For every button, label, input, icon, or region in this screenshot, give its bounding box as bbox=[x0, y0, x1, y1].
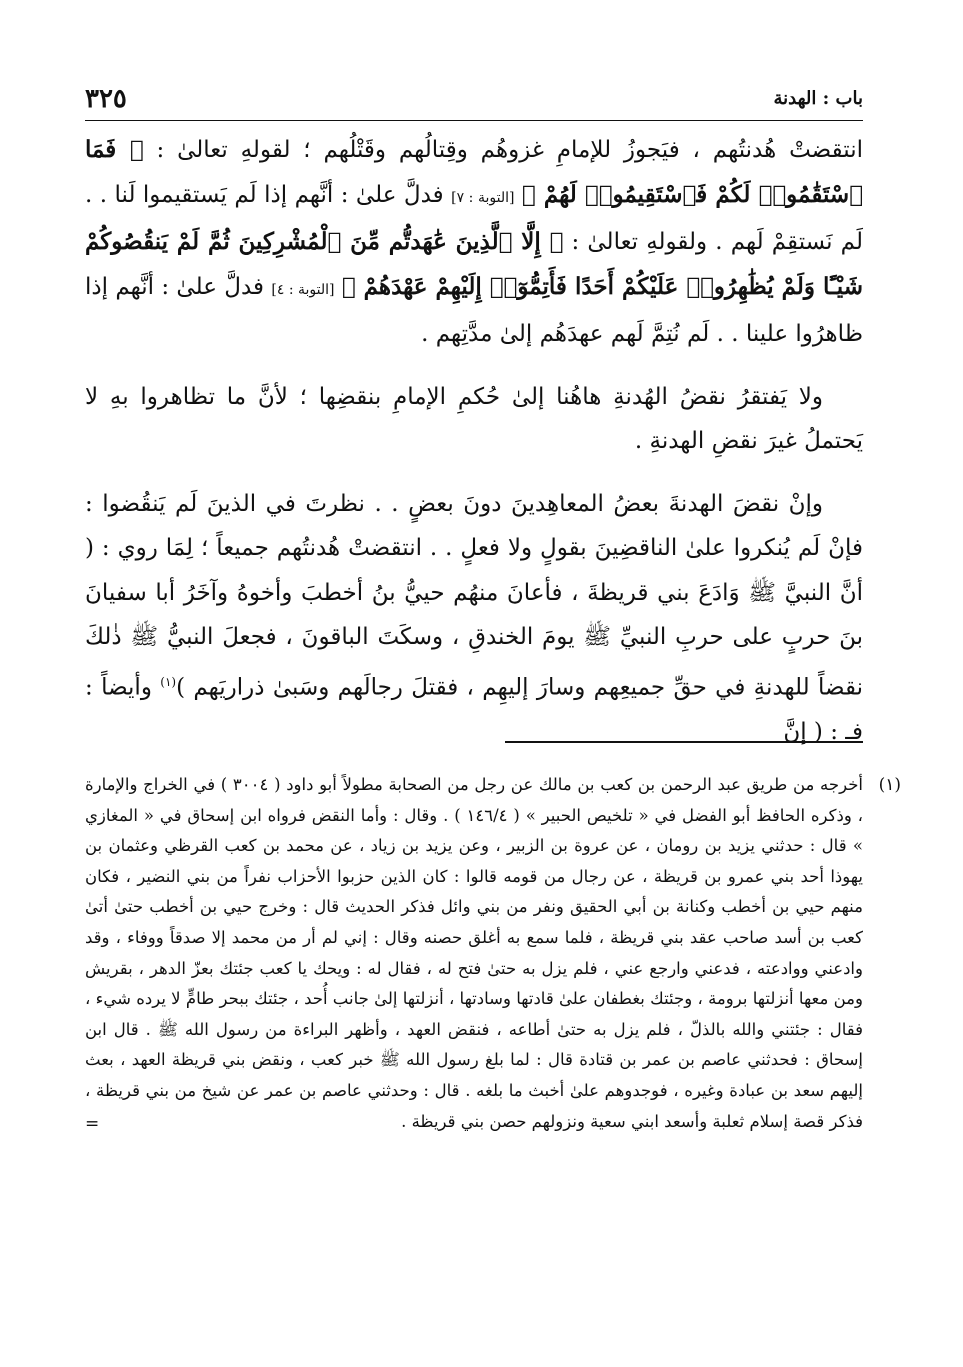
footnote-divider bbox=[505, 741, 863, 743]
paragraph-3-text-b: وأيضاً : فـ : ( إنَّ bbox=[85, 674, 863, 745]
chapter-title: باب : الهدنة bbox=[773, 88, 863, 109]
quran-verse-1: ﴿ فَمَا ٱسْتَقَٰمُوا۟ لَكُمْ فَٱسْتَقِيمُوا۟ لَهُمْ ﴾ bbox=[85, 136, 863, 208]
footnote-reference[interactable]: (١) bbox=[160, 674, 177, 689]
main-text bbox=[85, 128, 863, 754]
footnote bbox=[85, 770, 901, 1137]
page-header bbox=[85, 86, 863, 121]
verse-reference-1: [التوبة : ٧] bbox=[451, 189, 515, 206]
paragraph-1-text-a: انتقضتْ هُدنتُهم ، فيَجوزُ للإمامِ غزوهُم وقِتالُهم وقَتْلُهم ؛ لقولهِ تعالىٰ : bbox=[156, 137, 863, 163]
paragraph-2: ولا يَفتقرُ نقضُ الهُدنةِ هاهُنا إلىٰ حُكمِ الإمامِ بنقضِها ؛ لأنَّ ما تظاهروا بهِ لا يَحتملُ غيرَ نقضِ الهدنةِ . bbox=[85, 383, 863, 454]
footnote-number: (١) bbox=[878, 775, 901, 795]
paragraph-3-text-a: وإنْ نقضَ الهدنةَ بعضُ المعاهِدينَ دونَ بعضٍ . . نظرتَ في الذينَ لَم يَنقُضوا : فإنْ لَم يُنكروا علىٰ الناقضِينَ بقولٍ ولا فعلٍ . . انتقضتْ هُدنتُهم جميعاً ؛ لِمَا روي : ( أنَّ النبيَّ ﷺ وَادَعَ بني قريظةَ ، فأعانَ منهُم حييُّ بنُ أخطبَ وأخوهُ وآخَرُ أبا سفيانَ بنَ حربٍ على حربِ النبيِّ ﷺ يومَ الخندقِ ، وسكَتَ الباقونَ ، فجعلَ النبيُّ ﷺ ذٰلكَ نقضاً للهدنةِ في حقِّ جميعِهم وسارَ إليهِم ، فقتلَ رجالَهم وسَبىٰ ذراريَهم ) bbox=[85, 490, 863, 701]
page-number: ٣٢٥ bbox=[85, 84, 127, 114]
paragraph-1-text-c: فدلَّ علىٰ : أنَّهم إذا ظاهرُوا علينا . . لَم نُتِمَّ لَهم عهدَهُم إلىٰ مدَّتِهم . bbox=[85, 273, 863, 347]
paragraph-1-text-b: فدلَّ علىٰ : أنَّهم إذا لَم يَستقيموا لَنا . . لَم نَستقِمْ لَهم . ولقولهِ تعالىٰ : bbox=[85, 181, 863, 255]
paragraph-1 bbox=[85, 128, 863, 357]
paragraph-3 bbox=[85, 482, 863, 755]
footnote-continued-mark: = bbox=[85, 1113, 100, 1134]
verse-reference-2: [التوبة : ٤] bbox=[271, 281, 335, 298]
footnote-text: أخرجه من طريق عبد الرحمن بن كعب بن مالك عن رجل من الصحابة مطولاً أبو داود ( ٣٠٠٤ ) في الخراج والإمارة ، وذكره الحافظ أبو الفضل في « تلخيص الحبير » ( ١٤٦/٤ ) . وقال : وأما النقض فرواه ابن إسحاق في « المغازي » قال : حدثني يزيد بن رومان ، عن عروة بن الزبير ، وعن يزيد بن زياد ، عن محمد بن كعب القرظي وعثمان بن يهوذا أحد بني عمرو بن قريظة ، عن رجال من قومه قالوا : كان الذين حزبوا الأحزاب نفراً من بني النضير ، فكان منهم حيي بن أخطب وكنانة بن أبي الحقيق ونفر من بني وائل فذكر الحديث قال : وخرج حيي بن أخطب حتىٰ أتىٰ كعب بن أسد صاحب عقد بني قريظة ، فلما سمع به أغلق حصنه وقال : إني لم أر من محمد إلا صدقاً ووفاء ، وقد وادعني ووادعته ، فدعني وارجع عني ، فلم يزل به حتىٰ فتح له ، فقال له : ويحك يا كعب جئتك بعزّ الدهر ، بقريش ومن معها أنزلتها برومة ، وجئتك بغطفان علىٰ قادتها وسادتها ، أنزلتها إلىٰ جانب أُحد ، جئتك ببحر طامٍّ لا يرده شيء ، فقال : جئتني والله بالذلّ ، فلم يزل به حتىٰ أطاعه ، فنقض العهد ، وأظهر البراءة من رسول الله ﷺ . قال ابن إسحاق : فحدثني عاصم بن عمر بن قتادة قال : لما بلغ رسول الله ﷺ خبر كعب ، ونقض بني قريظة العهد ، بعث إليهم سعد بن عبادة وغيره ، فوجدوهم علىٰ أخبث ما بلغه . قال : وحدثني عاصم بن عمر عن شيخ من بني قريظة ، فذكر قصة إسلام ثعلبة وأسعد ابني سعية ونزولهم حصن بني قريظة . bbox=[85, 775, 863, 1131]
quran-verse-2: ﴿ إِلَّا ٱلَّذِينَ عَٰهَدتُّم مِّنَ ٱلْمُشْرِكِينَ ثُمَّ لَمْ يَنقُصُوكُمْ شَيْـًٔا وَلَمْ يُظَٰهِرُوا۟ عَلَيْكُمْ أَحَدًا فَأَتِمُّوٓا۟ إِلَيْهِمْ عَهْدَهُمْ ﴾ bbox=[85, 228, 864, 300]
